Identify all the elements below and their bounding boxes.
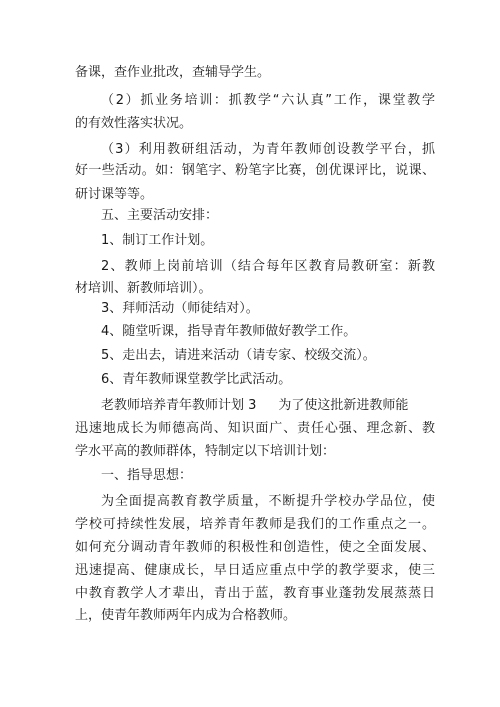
plan-title: 老教师培养青年教师计划 3 bbox=[101, 398, 257, 413]
text-line: 好一些活动。如：钢笔字、粉笔字比赛，创优课评比，说课、 bbox=[75, 163, 435, 178]
text-line: 为了使这批新进教师能 bbox=[278, 398, 409, 413]
text-line: 中教育教学人才辈出，青出于蓝，教育事业蓬勃发展蒸蒸日 bbox=[75, 586, 435, 601]
text-line: （3）利用教研组活动，为青年教师创设教学平台，抓 bbox=[101, 142, 435, 157]
text-line: 迅速提高、健康成长，早日适应重点中学的教学要求，使三 bbox=[75, 563, 435, 578]
text-line: 为全面提高教育教学质量，不断提升学校办学品位，使 bbox=[101, 494, 435, 509]
text-line: 备课，查作业批改，查辅导学生。 bbox=[75, 65, 271, 80]
text-line: 4、随堂听课，指导青年教师做好教学工作。 bbox=[101, 324, 357, 339]
section-heading: 一、指导思想： bbox=[101, 468, 193, 483]
text-line: 1、制订工作计划。 bbox=[101, 233, 214, 248]
text-line: 2、教师上岗前培训（结合每年区教育局教研室：新教 bbox=[101, 259, 435, 274]
text-line: 上，使青年教师两年内成为合格教师。 bbox=[75, 608, 297, 623]
text-line bbox=[101, 396, 435, 416]
text-line: 的有效性落实状况。 bbox=[75, 116, 193, 131]
text-line: 研讨课等等。 bbox=[75, 187, 154, 202]
text-line: 5、走出去，请进来活动（请专家、校级交流）。 bbox=[101, 348, 376, 363]
text-line: （2）抓业务培训：抓教学“六认真”工作，课堂教学 bbox=[101, 93, 435, 108]
text-line: 学水平高的教师群体，特制定以下培训计划： bbox=[75, 444, 336, 459]
text-line: 3、拜师活动（师徒结对）。 bbox=[101, 301, 259, 316]
text-line: 如何充分调动青年教师的积极性和创造性，使之全面发展、 bbox=[75, 540, 435, 555]
text-line: 6、青年教师课堂教学比武活动。 bbox=[101, 372, 292, 387]
section-heading: 五、主要活动安排： bbox=[101, 208, 219, 223]
text-line: 材培训、新教师培训）。 bbox=[75, 281, 212, 296]
text-line: 学校可持续性发展，培养青年教师是我们的工作重点之一。 bbox=[75, 517, 435, 532]
text-line: 迅速地成长为师德高尚、知识面广、责任心强、理念新、教 bbox=[75, 421, 435, 436]
